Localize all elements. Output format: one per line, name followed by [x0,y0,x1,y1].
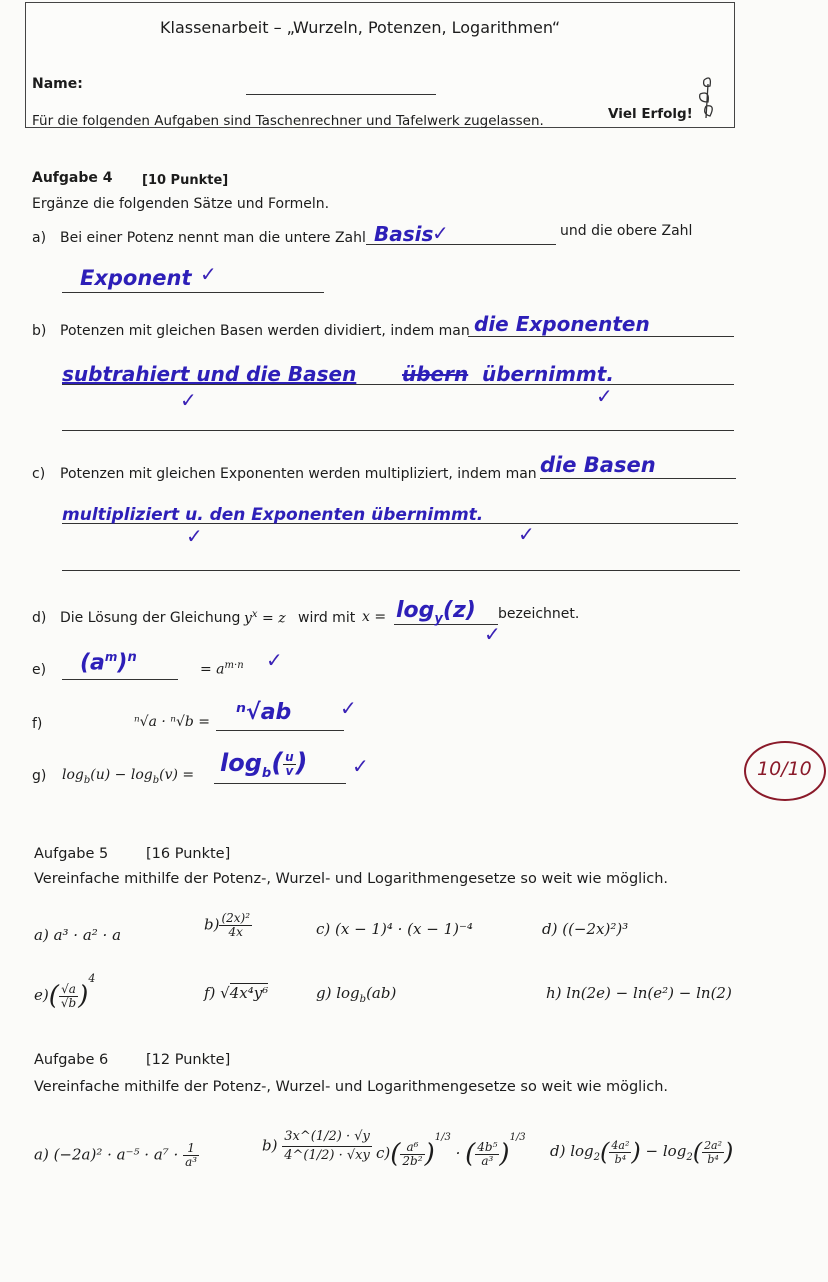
task5h: h) ln(2e) − ln(e²) − ln(2) [546,984,732,1002]
task6c: c)( $\frac{\text{a⁶}}{\text{2b²}}$ )$^{1/3}$ · ( $\frac{\text{4b⁵}}{\text{a³}}$ )$^{1/3}$ [376,1132,526,1169]
check-icon: ✓ [484,622,501,646]
check-icon: ✓ [518,522,535,546]
task6b: b) $\frac{3x\^{}(1/2) \cdot √y}{4\^{}(1/2) \cdot √xy}$ [262,1129,370,1163]
task4d-answer: $\log_y(z)$ [396,598,476,627]
task4b-label: b) [32,323,47,339]
check-icon: ✓ [432,221,449,245]
task4e-rhs: = $a^{m\cdot n}$ [200,660,244,678]
task4c-answer1: die Basen [540,453,656,477]
check-icon: ✓ [340,696,357,720]
task4g-blank[interactable] [214,783,346,784]
task5f: f) √4x⁴y⁶ [204,984,269,1002]
task4e-answer: $(a^m)^n$ [80,650,137,676]
task4g-label: g) [32,768,47,784]
task4b-blank1[interactable] [468,336,734,337]
clover-icon [694,72,722,122]
task5-points: [16 Punkte] [146,846,231,862]
task6-points: [12 Punkte] [146,1052,231,1068]
task4f-lhs: ⁿ√a · ⁿ√b = [134,714,211,730]
task4-points: [10 Punkte] [142,173,229,188]
exam-title: Klassenarbeit – „Wurzeln, Potenzen, Logarithmen“ [160,18,561,37]
task6d: d) $\log_2$( $\frac{\text{4a²}}{\text{b⁴}}$ ) − $\log_2$( $\frac{\text{2a²}}{\text{b⁴}}$ ) [550,1138,734,1166]
name-label: Name: [32,76,83,92]
check-icon: ✓ [200,262,217,286]
task5c: c) (x − 1)⁴ · (x − 1)⁻⁴ [316,920,473,938]
task4a-answer-exponent: Exponent [80,266,192,290]
task4d-equation: $y^x = z$ [244,609,286,627]
task5g: g) $\log_b(ab)$ [316,984,397,1005]
good-luck-text: Viel Erfolg! [608,106,693,122]
task4a-text2: und die obere Zahl [560,223,693,239]
task5e: e)( $\frac{√a}{√b}$ )$^4$ [34,972,96,1011]
task4c-blank1[interactable] [540,478,736,479]
task4f-answer: ⁿ√ab [236,700,292,725]
task6-instruction: Vereinfache mithilfe der Potenz-, Wurzel- und Logarithmengesetze so weit wie möglich. [34,1079,669,1095]
check-icon: ✓ [596,384,613,408]
task4b-answer2: subtrahiert und die Basen [62,362,357,386]
task4d-text1: Die Lösung der Gleichung [60,610,241,626]
task5-instruction: Vereinfache mithilfe der Potenz-, Wurzel- und Logarithmengesetze so weit wie möglich. [34,871,669,887]
task4g-lhs: $\log_b(u) - \log_b(v)$ = [62,767,195,786]
task5b: b) $\frac{\text{(2x)²}}{4x}$ [204,911,251,939]
score-text: 10/10 [757,758,812,780]
task4d-label: d) [32,610,47,626]
task4f-blank[interactable] [216,730,344,731]
task4a-label: a) [32,230,47,246]
task4-title: Aufgabe 4 [32,170,113,186]
task4c-label: c) [32,466,46,482]
check-icon: ✓ [180,388,197,412]
task4b-text: Potenzen mit gleichen Basen werden dividiert, indem man [60,323,470,339]
task4b-answer1: die Exponenten [474,312,650,336]
task4a-answer-basis: Basis [374,222,434,246]
check-icon: ✓ [186,524,203,548]
task4f-label: f) [32,716,43,732]
task4a-blank2[interactable] [62,292,324,293]
task4b-struck-word: übern [402,362,469,386]
task4-instruction: Ergänze die folgenden Sätze und Formeln. [32,196,330,212]
task4a-text1: Bei einer Potenz nennt man die untere Zahl [60,230,366,246]
task4d-x: x = [362,609,387,625]
task4d-text3: bezeichnet. [498,606,580,622]
task5a: a) a³ · a² · a [34,926,122,944]
task6-title: Aufgabe 6 [34,1052,109,1068]
task4g-answer: $\log_b$( $\frac{u}{v}$ ) [220,748,308,781]
check-icon: ✓ [352,754,369,778]
allowed-tools-note: Für die folgenden Aufgaben sind Taschenrechner und Tafelwerk zugelassen. [32,113,544,129]
task4b-answer2-end: übernimmt. [482,362,614,386]
check-icon: ✓ [266,648,283,672]
task4c-blank3[interactable] [62,570,740,571]
task4e-label: e) [32,662,47,678]
task4c-text: Potenzen mit gleichen Exponenten werden multipliziert, indem man [60,466,537,482]
task5d: d) ((−2x)²)³ [542,920,629,938]
task4c-answer2: multipliziert u. den Exponenten übernimmt. [62,505,484,525]
task6a: a) (−2a)² · a⁻⁵ · a⁷ · $\frac{1}{\text{a³}}$ [34,1141,198,1169]
task4d-text2: wird mit [298,610,356,626]
task5-title: Aufgabe 5 [34,846,109,862]
name-line[interactable] [246,94,436,95]
task4e-blank[interactable] [62,679,178,680]
task4b-blank3[interactable] [62,430,734,431]
